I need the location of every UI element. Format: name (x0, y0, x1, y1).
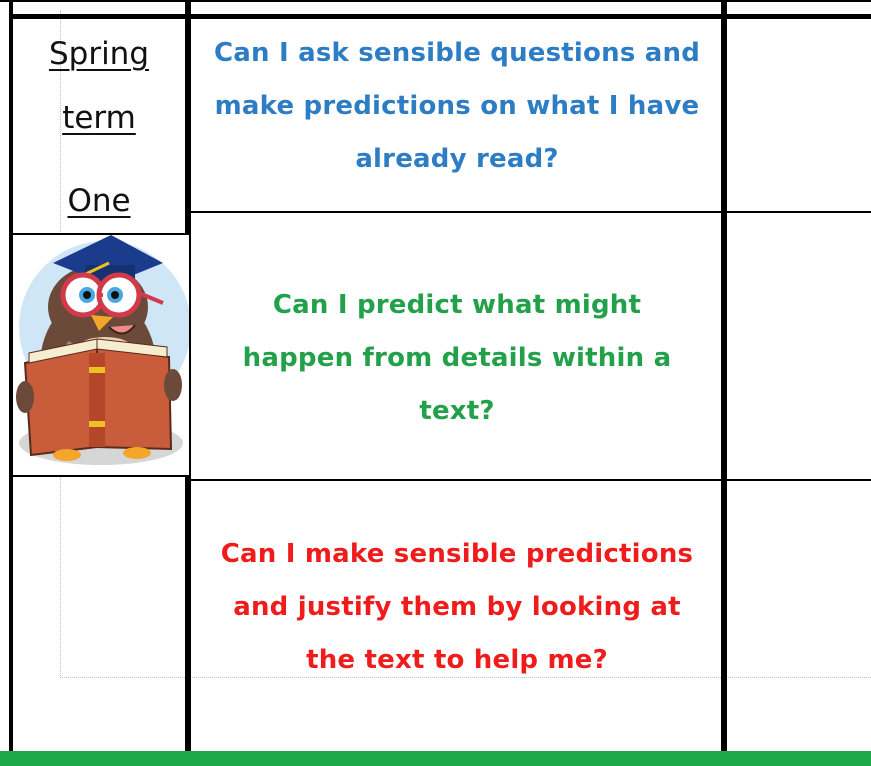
question-2-line-3: text? (419, 396, 495, 426)
question-1-line-2: make predictions on what I have (214, 91, 700, 121)
table-row-divider-1 (191, 211, 871, 213)
question-2-line-2: happen from details within a (242, 343, 672, 373)
table-top-border (9, 14, 871, 19)
table-column-divider-2 (721, 0, 727, 766)
term-label-line-2: term (62, 100, 136, 136)
question-2-line-1: Can I predict what might (272, 290, 642, 320)
table-row-divider-2 (191, 479, 871, 481)
term-label-line-3: One (67, 183, 131, 219)
term-label-line-1: Spring (48, 36, 150, 72)
question-3-line-2: and justify them by looking at (233, 592, 681, 622)
footer-green-bar (0, 751, 871, 766)
question-3 (196, 528, 718, 687)
question-1-line-3: already read? (355, 144, 559, 174)
question-1 (196, 27, 718, 186)
question-1-line-1: Can I ask sensible questions and (213, 38, 701, 68)
owl-reading-book-icon (13, 235, 189, 477)
question-2 (196, 279, 718, 438)
question-3-line-3: the text to help me? (306, 645, 608, 675)
question-3-line-1: Can I make sensible predictions (220, 539, 694, 569)
